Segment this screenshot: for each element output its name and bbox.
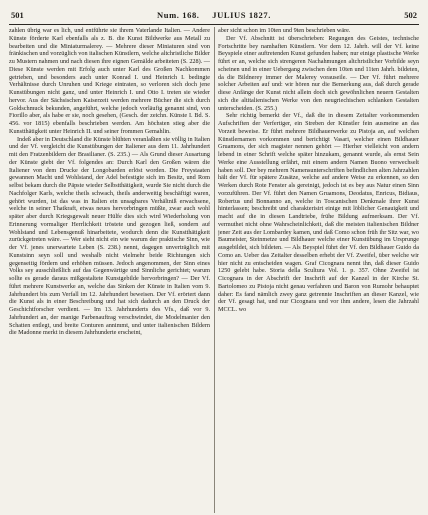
paragraph: aber sicht schon im 10ten und 9ten beschrieben wäre. xyxy=(218,27,351,34)
header-rule xyxy=(9,24,419,25)
paragraph: Der Vf. Abschnitt ist überschrieben: Regungen des Geistes, technische Fortschritte bey namhaften Künstlern. Vor dem 12. Jahrh. will der Vf. keine Beyspiele einer auftretenden Kunst gefunden haben; nur einige plastische Werke führt er an, welche sich strengeren Nachahmungen altchristlicher Vorbilde seyn scheinen und in einer Uebergang zwischen dem 10ten und 11ten Jahrh. bildeten, da die Bildnerey immer der Malerey vorauseile. — Der Vf. führt mehrere solcher Arbeiten auf und: wir hören nur die Bemerkung aus, daß durch gerade diese Anfänge der Kunst nicht allein doch sich gewöhnlichen neuern Gestalten sich die altitalienischen Werke von den neugriechischen schlanken Gestalten unterscheiden. (S. 255.) xyxy=(218,34,419,112)
page-header xyxy=(9,7,419,23)
column-divider xyxy=(214,27,215,513)
paragraph: zahlen übrig war es lich, und entführte sie ihrem Vaterlande Italien. — Andere Künste förderte Karl ebenfalls als z. B. die Kunst Bildwerke aus Metall zu bearbeiten und die Miniaturmalerey. — Mehrere dieser Miniaturen sind von fränkischen und vorzüglich von italischen Künstlern, welche altchristliche Bilder zu Mustern nahmen und nach diesen ihre eignen Gemälde arbeiteten (S. 228). — Diese Künste werden mit Erfolg auch unter Karl des Großen Nachkommen getrieben, und besonders auch unter Konrad I. und Heinrich I. bedingte Verhältnisse durch Unruhen und Kriege eintraten, so verloren sich doch jene Kunstübungen nicht ganz, und unter Heinrich I. und Otto I. treten sie wieder hervor. Aus der Sächsischen Kaiserzeit werden mehrere Bücher die sich durch Goldschmuck bekunden, angeführt, welche jedoch vorläufig genannt sind, von Fiorillo aber, als habe er sie, noch gesehen, (Gesch. der zeichn. Künste I. Bd. S. 456. vor 1815) ebenfalls beschrieben werden. Am höchsten stieg aber die Kunstthätigkeit unter Heinrich II. und seiner frommen Gemahlin. xyxy=(9,27,210,135)
running-head xyxy=(9,7,419,23)
left-column xyxy=(9,27,210,515)
page-number-right: 502 xyxy=(404,10,417,20)
issue-month: JULIUS 1827. xyxy=(212,10,271,20)
issue-number: Num. 168. xyxy=(157,10,200,20)
paragraph: Indeß aber in Deutschland die Künste blühten veranlaßten sie völlig in Italien und der Vf. vergleicht die Kunstübungen der Italiener aus dem 11. Jahrhundert mit den Fratzenbildern der Brasilianer. (S. 235.) — Als Grund dieser Ausartung der Künste giebt der Vf. folgendes an: Durch Karl den Großen wären die Italiener von dem Drucke der Longobarden erlöst worden. Die Freystaaten gewannen Macht und Wohlstand, der Adel befestigte sich im Besitz, und Rom selbst bekam durch die Päpste wieder Selbstthätigkeit, wurde Sie nicht durch die Nachfolger Karls, welche theils schwach, theils anderweitig beschäftigt waren, gehört wurden, ist das was in Italien ein unsagbares Verhältniß erwachsene, welche in seiner Thatkraft, etwas neues hervorbringen müßte, zwar auch wohl später aber durch Kriegsgewalt neuer Hülfe dies sich wird Wiederholung von Erinnerung vormaliger Herrlichkeit tröstete und gezogen ließ, sondern auf Wohlstand und Lebensgenuß hinarbeitete, wodurch denn die Kunstthätigkeit zurückgetreten wäre. — Wer sieht nicht ein wie warum der praktische Sinn, wie der Vf. jenes unerwartete Leben (S. 238.) nennt, dagegen unverträglich mit Kunstsinn seyn soll und weshalb nicht vielmehr beide Richtungen sich gegenseitig fördern und erhöhen müssen. Jedoch angenommen, der Sinn eines Volks sey ausschließlich auf das Gegenwärtige und Sinnliche gerichtet; warum sollte es gerade daraus mißgestaltete Kunstgebilde hervorbringen? — Der Vf. führt mehrere Kunstwerke an, welche das Sinken der Künste in Italien vom 9. Jahrhundert bis zum Verfall im 12. Jahrhundert beweisen. Der Vf. erörtert dann die Kunst als in einer Beschreibung und hat sich dadurch an den Druck der Geschichtforscher verdient. — Im 13. Jahrhunderts des Vfs., daß vor 9. Jahrhundert an, der manige Farbenauftrag verschwindet, die Modelmanier den Schatten entlegt, und breite Conturen annimmt, und unter italienischen Bildern die Madonne merkt in diesem Jahrhunderte erscheint, xyxy=(9,135,210,337)
text-columns xyxy=(9,27,419,515)
page-number-left: 501 xyxy=(11,10,24,20)
paragraph: Sehr richtig bemerkt der Vf., daß die in diesem Zeitalter vorkommenden Aufschriften der Verfertiger, ein Streben der Künstler fein ausmeine an das Vorzeit beweise. Er führt mehrere Bildhauerwerke zu Pistoja an, auf welchen Künstlernamen vorkommen und berichtigt Vasari, welcher einen Bildhauer Gruamons, der sich magister nennen gehört — Hierher vielleicht von andern lebend in einer Schrift welche später hinzukam, genannt wurde, als ernst Sein Werke eine Ausstellung erfährt, mit einem andern Namen Buono verwechselt haben soll. Der bey mehrern Namensunterschriften befindlichen alten Jahrzahlen hält der Vf. für spätere Zusätze, welche auf andere Weise zu erkennen, so den Werken durch Rote Fenster als gereinigt, jedoch ist es bey aus Natur einen Sinn vorzuführen. Der Vf. führt den Namen Gruamons, Deodatus, Enricus, Bidiaus, Robertus und Bonnanno an, welche in Toscanischen Denkmale ihrer Kunst hinterlassen; beschreibt und charakterisirt einige mit löblicher Genauigkeit und macht auf die in diesen Landtriebe, frühe Bildung aufmerksam. Der Vf. vermuthet nicht ohne Wahrscheinlichkeit, daß die meisten italienischen Bildner jener Zeit aus der Lombardey kamen, und daß Como schon früh ihr Sitz war, wo Baumeister, Steinmetze und Bildhauer welche einer Kunstübung im Ursprunge ausgebildet, sich bildeten. — Als Beyspiel führt der Vf. den Bildhauer Guido da Como an. Ueber das Zeitalter desselben erhebt der Vf. Zweifel, über welche wir hier nicht zu entscheiden wagen. Graf Cicognara nennt ihn, daß dieser Guido 1250 gelebt habe. Storia della Scultura Vol. 1. p. 357. Ohne Zweifel ist Cicognara in der Abschrift der Inschrift auf der Kanzel in der Kirche St. Bartolomeo zu Pistoja nicht genau verfahren und Baron von Rumohr behauptet daher: Es fand nämlich zwey ganz getrennte Inschriften an dieser Kanzel, wie der Vf. gesagt hat, und nur Cicognara und vor ihm andere, lesen die Jahrzahl MCCL. wo xyxy=(218,112,419,313)
right-column xyxy=(218,27,419,515)
